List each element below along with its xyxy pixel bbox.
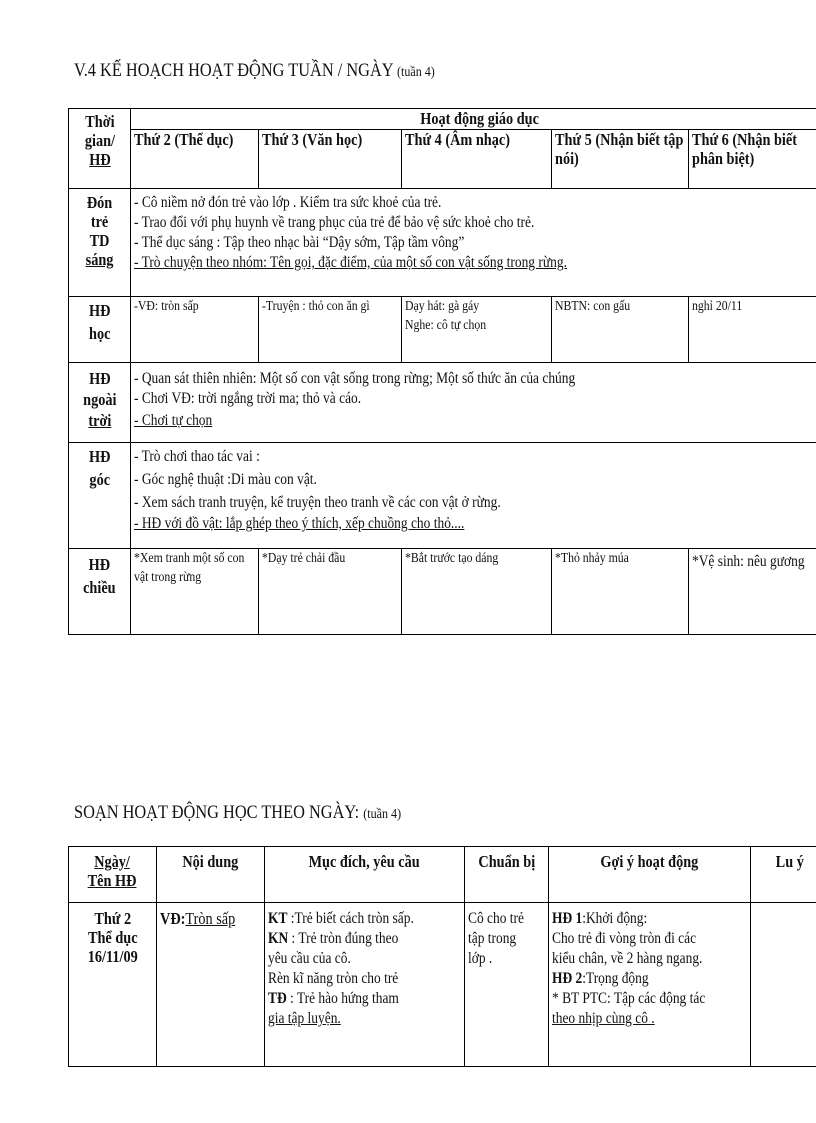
header-preparation: Chuẩn bị [465, 847, 549, 903]
lesson-date: Thứ 2 Thể dục 16/11/09 [69, 903, 157, 1067]
row-label-learning: HĐ học [69, 297, 131, 363]
daily-plan-title-text: SOẠN HOẠT ĐỘNG HỌC THEO NGÀY: [74, 802, 360, 823]
daily-lesson-table [68, 846, 816, 1067]
time-activity-header: Thời gian/ HĐ [69, 109, 131, 189]
learning-mon: -VĐ: tròn sấp [131, 297, 259, 363]
plan-title-text: V.4 KẾ HOẠCH HOẠT ĐỘNG TUẦN / NGÀY [74, 60, 393, 81]
header-content: Nội dung [157, 847, 265, 903]
lesson-preparation: Cô cho trẻ tập trong lớp . [465, 903, 549, 1067]
row-label-afternoon: HĐ chiều [69, 549, 131, 635]
morning-activities: - Cô niềm nở đón trẻ vào lớp . Kiểm tra sức khoẻ của trẻ. - Trao đổi với phụ huynh về trang phục của trẻ để bảo vệ sức khoẻ cho trẻ. - Thể dục sáng : Tập theo nhạc bài “Dậy sớm, Tập tầm vông” - Trò chuyện theo nhóm: Tên gọi, đặc điểm, của một số con vật sống trong rừng. [131, 189, 816, 297]
afternoon-fri: *Vệ sinh: nêu gương [689, 549, 816, 635]
header-notes: Lu ý [751, 847, 816, 903]
education-activities-header: Hoạt động giáo dục [131, 109, 816, 130]
row-label-outdoor: HĐ ngoài trời [69, 363, 131, 443]
weekly-plan-table [68, 108, 816, 635]
lesson-activities: HĐ 1:Khởi động: Cho trẻ đi vòng tròn đi các kiểu chân, về 2 hàng ngang. HĐ 2:Trọng động * BT PTC: Tập các động tác theo nhịp cùng cô . [549, 903, 751, 1067]
outdoor-activities: - Quan sát thiên nhiên: Một số con vật sống trong rừng; Một số thức ăn của chúng - Chơi VĐ: trời ngắng trời ma; thỏ và cáo. - Chơi tự chọn [131, 363, 816, 443]
day-header-tue: Thứ 3 (Văn học) [259, 130, 402, 189]
plan-title-note: (tuần 4) [397, 65, 435, 80]
row-label-morning: Đón trẻ TD sáng [69, 189, 131, 297]
learning-thu: NBTN: con gấu [552, 297, 689, 363]
lesson-content: VĐ:Tròn sấp [157, 903, 265, 1067]
afternoon-wed: *Bắt trước tạo dáng [402, 549, 552, 635]
header-date-name: Ngày/ Tên HĐ [69, 847, 157, 903]
lesson-purpose: KT :Trẻ biết cách tròn sấp. KN : Trẻ tròn đúng theo yêu cầu của cô. Rèn kĩ năng tròn cho trẻ TĐ : Trẻ hào hứng tham gia tập luyện. [265, 903, 465, 1067]
learning-wed: Dạy hát: gà gáy Nghe: cô tự chọn [402, 297, 552, 363]
afternoon-tue: *Dạy trẻ chải đầu [259, 549, 402, 635]
day-header-thu: Thứ 5 (Nhận biết tập nói) [552, 130, 689, 189]
day-header-fri: Thứ 6 (Nhận biết phân biệt) [689, 130, 816, 189]
header-purpose: Mục đích, yêu cầu [265, 847, 465, 903]
corner-activities: - Trò chơi thao tác vai : - Góc nghệ thuật :Di màu con vật. - Xem sách tranh truyện, kể truyện theo tranh về các con vật ở rừng. - HĐ với đồ vật: lắp ghép theo ý thích, xếp chuồng cho thỏ.... [131, 443, 816, 549]
day-header-mon: Thứ 2 (Thể dục) [131, 130, 259, 189]
afternoon-thu: *Thỏ nhảy múa [552, 549, 689, 635]
learning-tue: -Truyện : thỏ con ăn gì [259, 297, 402, 363]
learning-fri: nghỉ 20/11 [689, 297, 816, 363]
daily-plan-title-note: (tuần 4) [363, 807, 402, 822]
daily-plan-title [74, 802, 401, 824]
row-label-corner: HĐ góc [69, 443, 131, 549]
lesson-notes [751, 903, 816, 1067]
plan-title [74, 60, 435, 82]
header-activity-suggestion: Gợi ý hoạt động [549, 847, 751, 903]
afternoon-mon: *Xem tranh một số con vật trong rừng [131, 549, 259, 635]
day-header-wed: Thứ 4 (Âm nhạc) [402, 130, 552, 189]
